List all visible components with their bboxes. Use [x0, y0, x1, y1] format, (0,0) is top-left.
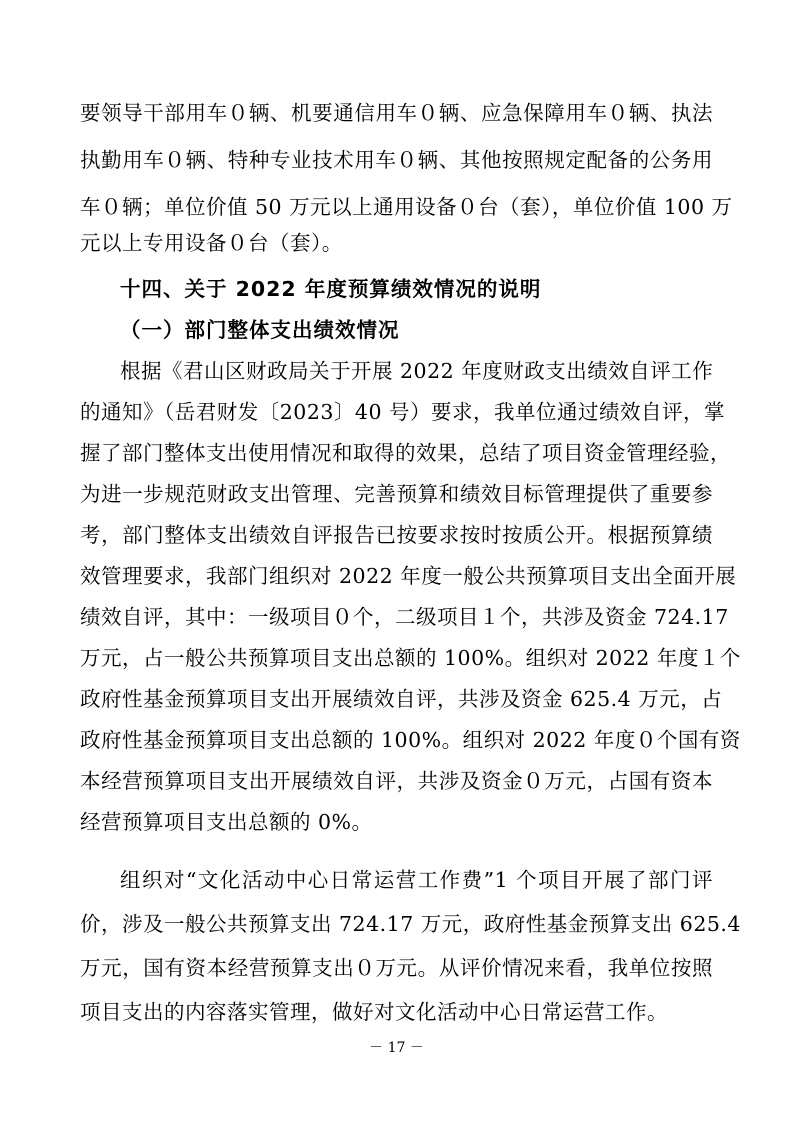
paragraph-line: 组织对“文化活动中心日常运营工作费”1 个项目开展了部门评: [120, 868, 713, 892]
paragraph-line: 项目支出的内容落实管理，做好对文化活动中心日常运营工作。: [80, 1000, 668, 1024]
text-line: 车０辆；单位价值 50 万元以上通用设备０台（套），单位价值 100 万: [80, 195, 733, 219]
text-line: 执勤用车０辆、特种专业技术用车０辆、其他按照规定配备的公务用: [80, 148, 713, 172]
paragraph-line: 效管理要求，我部门组织对 2022 年度一般公共预算项目支出全面开展: [80, 564, 737, 588]
paragraph-line: 经营预算项目支出总额的 0%。: [80, 810, 373, 834]
paragraph-line: 万元，国有资本经营预算支出０万元。从评价情况来看，我单位按照: [80, 956, 713, 980]
paragraph-line: 万元，占一般公共预算项目支出总额的 100%。组织对 2022 年度１个: [80, 646, 741, 670]
paragraph-line: 握了部门整体支出使用情况和取得的效果，总结了项目资金管理经验，: [80, 441, 731, 465]
page-number: － 17 －: [369, 1040, 424, 1056]
section-heading: 十四、关于 2022 年度预算绩效情况的说明: [120, 277, 542, 301]
paragraph-line: 绩效自评，其中：一级项目０个，二级项目１个，共涉及资金 724.17: [80, 605, 729, 629]
paragraph-line: 政府性基金预算项目支出总额的 100%。组织对 2022 年度０个国有资: [80, 728, 741, 752]
paragraph-line: 价，涉及一般公共预算支出 724.17 万元，政府性基金预算支出 625.4: [80, 912, 741, 936]
subsection-heading: （一）部门整体支出绩效情况: [120, 318, 400, 342]
paragraph-line: 的通知》（岳君财发〔2023〕40 号）要求，我单位通过绩效自评，掌: [80, 400, 726, 424]
paragraph-line: 根据《君山区财政局关于开展 2022 年度财政支出绩效自评工作: [120, 359, 714, 383]
paragraph-line: 政府性基金预算项目支出开展绩效自评，共涉及资金 625.4 万元，占: [80, 687, 723, 711]
paragraph-line: 本经营预算项目支出开展绩效自评，共涉及资金０万元，占国有资本: [80, 769, 713, 793]
text-line: 元以上专用设备０台（套）。: [80, 231, 343, 255]
paragraph-line: 为进一步规范财政支出管理、完善预算和绩效目标管理提供了重要参: [80, 482, 713, 506]
text-line: 要领导干部用车０辆、机要通信用车０辆、应急保障用车０辆、执法: [80, 101, 713, 125]
paragraph-line: 考，部门整体支出绩效自评报告已按要求按时按质公开。根据预算绩: [80, 523, 713, 547]
